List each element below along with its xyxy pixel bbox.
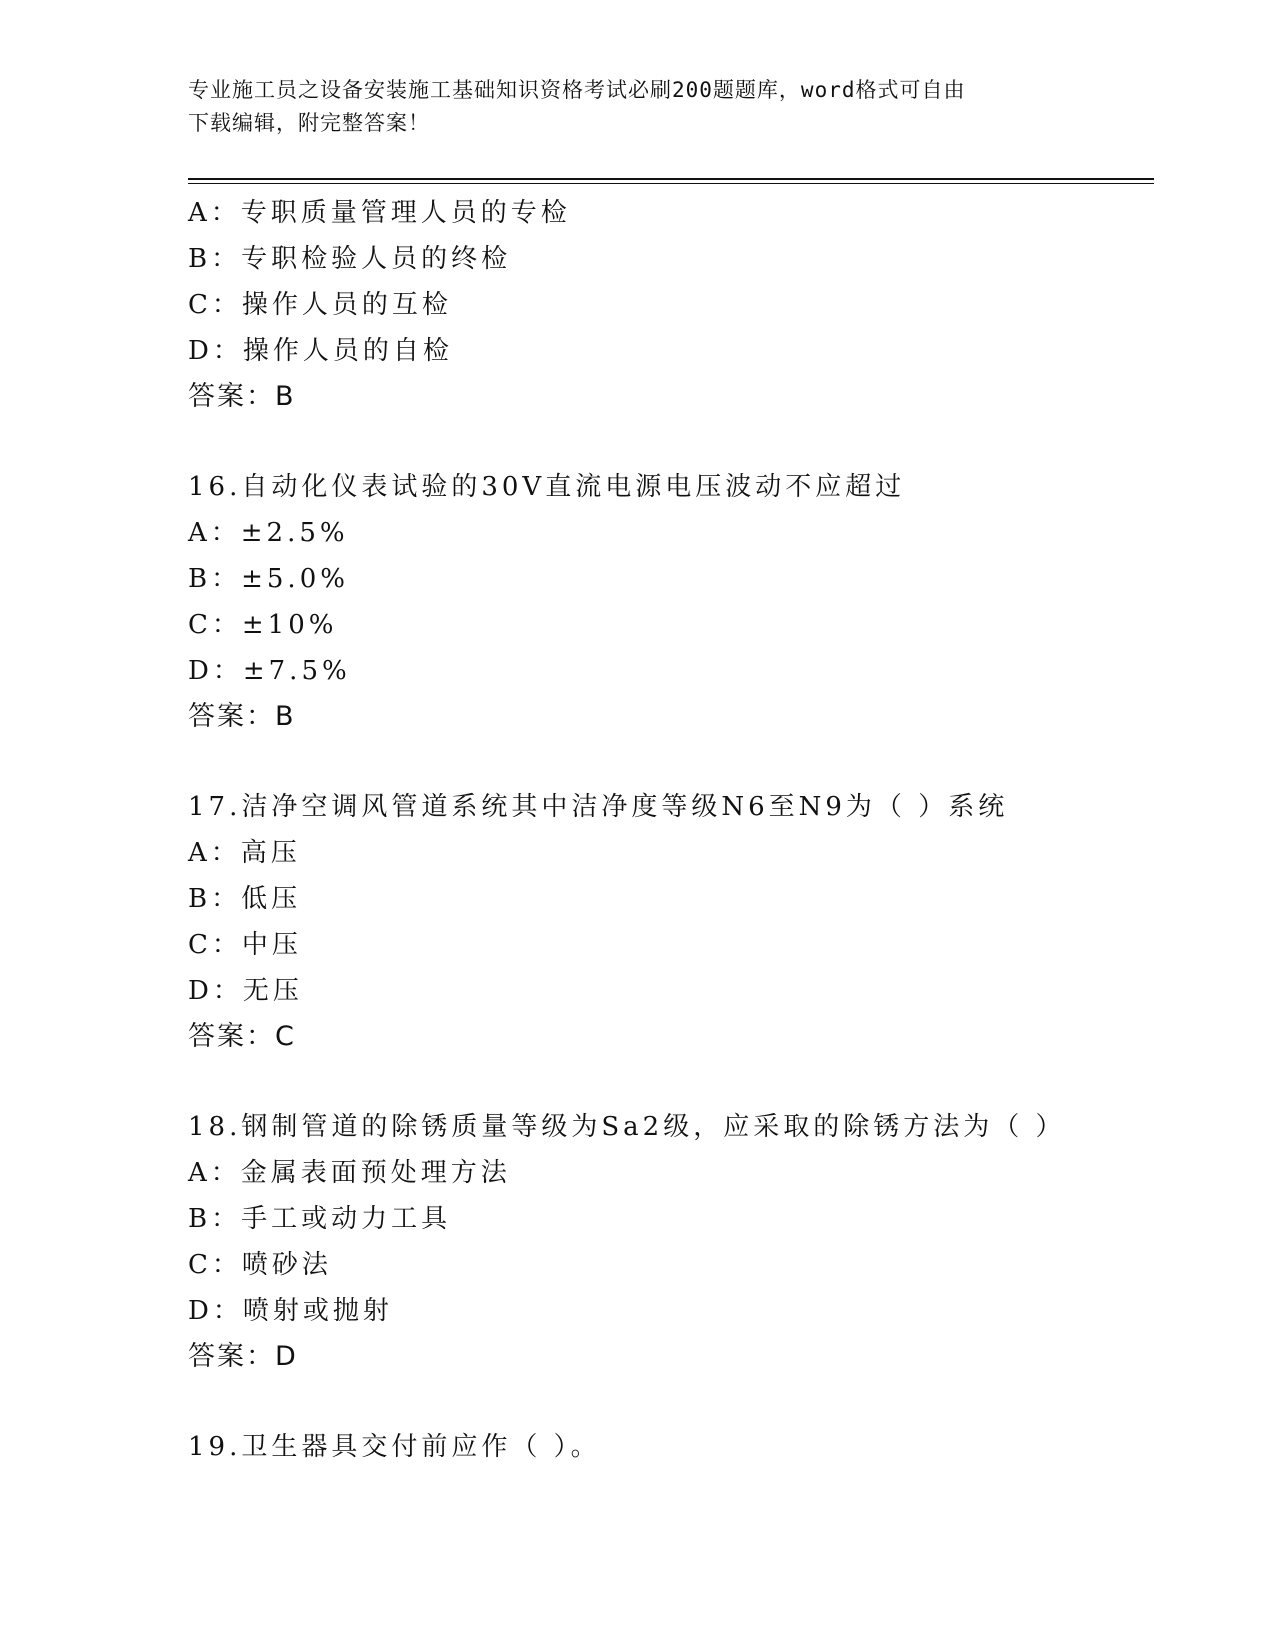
question-list — [188, 190, 1148, 1470]
option-a: A：专职质量管理人员的专检 — [188, 198, 571, 228]
option-b: B：手工或动力工具 — [188, 1204, 452, 1234]
option-b: B：±5.0% — [188, 564, 349, 594]
option-b: B：低压 — [188, 884, 302, 914]
question-text: 16.自动化仪表试验的30V直流电源电压波动不应超过 — [188, 472, 906, 502]
option-d: D：喷射或抛射 — [188, 1296, 393, 1326]
header-line-1: 专业施工员之设备安装施工基础知识资格考试必刷200题题库，word格式可自由 — [188, 78, 966, 102]
option-b: B：专职检验人员的终检 — [188, 244, 512, 274]
option-c: C：±10% — [188, 610, 338, 640]
block-spacer — [188, 740, 1148, 784]
document-header — [188, 74, 1088, 140]
answer-line: 答案：B — [188, 701, 296, 732]
question-block-19 — [188, 1424, 1148, 1470]
block-spacer — [188, 1380, 1148, 1424]
option-a: A：高压 — [188, 838, 301, 868]
option-d: D：无压 — [188, 976, 303, 1006]
header-divider-thick — [188, 178, 1154, 180]
header-line-2: 下载编辑，附完整答案！ — [188, 111, 430, 135]
answer-line: 答案：D — [188, 1341, 298, 1372]
option-a: A：金属表面预处理方法 — [188, 1158, 511, 1188]
option-c: C：喷砂法 — [188, 1250, 332, 1280]
question-block-16 — [188, 464, 1148, 740]
question-block-15 — [188, 190, 1148, 420]
question-text: 17.洁净空调风管道系统其中洁净度等级N6至N9为（ ）系统 — [188, 792, 1009, 822]
option-d: D：±7.5% — [188, 656, 351, 686]
question-block-17 — [188, 784, 1148, 1060]
answer-line: 答案：C — [188, 1021, 296, 1052]
option-d: D：操作人员的自检 — [188, 336, 453, 366]
option-a: A：±2.5% — [188, 518, 349, 548]
block-spacer — [188, 420, 1148, 464]
question-text: 18.钢制管道的除锈质量等级为Sa2级，应采取的除锈方法为（ ） — [188, 1112, 1066, 1142]
block-spacer — [188, 1060, 1148, 1104]
option-c: C：操作人员的互检 — [188, 290, 452, 320]
question-block-18 — [188, 1104, 1148, 1380]
header-divider-thin — [188, 183, 1154, 184]
answer-line: 答案：B — [188, 381, 296, 412]
option-c: C：中压 — [188, 930, 302, 960]
question-text: 19.卫生器具交付前应作（ ）。 — [188, 1432, 601, 1462]
